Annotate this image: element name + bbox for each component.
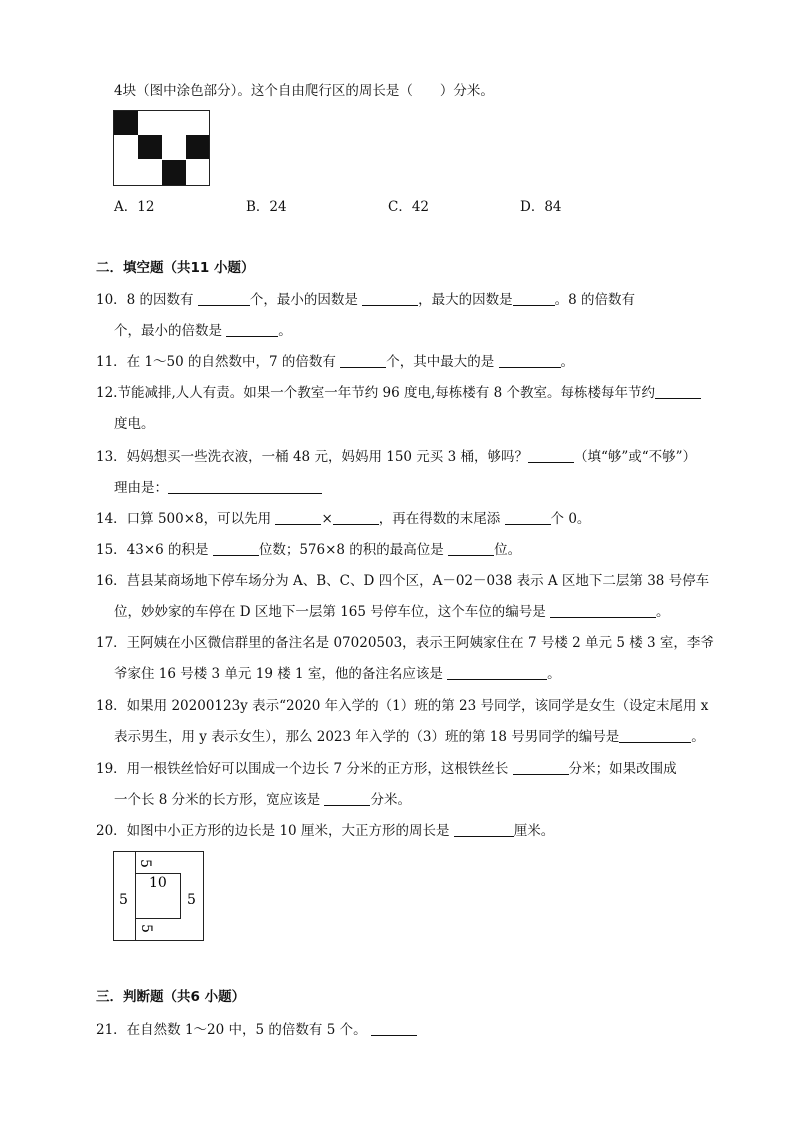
q10-blank-2[interactable] bbox=[362, 291, 418, 306]
q13-text: 理由是： bbox=[114, 480, 168, 496]
q13-line1 bbox=[96, 448, 696, 466]
q12-blank[interactable] bbox=[655, 384, 701, 399]
q20-blank[interactable] bbox=[454, 822, 514, 837]
q13-line2 bbox=[114, 479, 322, 497]
q9-shaded-cell bbox=[186, 135, 209, 159]
q13-text: 13．妈妈想买一些洗衣液，一桶 48 元，妈妈用 150 元买 3 桶，够吗？ bbox=[96, 449, 528, 465]
q19-text: 分米。 bbox=[370, 792, 411, 808]
q9-stem: 4块（图中涂色部分）。这个自由爬行区的周长是（ ）分米。 bbox=[114, 83, 494, 99]
q14-text: 14．口算 500×8，可以先用 bbox=[96, 511, 276, 527]
q14-blank-1[interactable] bbox=[275, 510, 321, 525]
q10-text: ，最大的因数是 bbox=[418, 292, 513, 308]
q19-text: 分米；如果改围成 bbox=[568, 761, 677, 777]
q11-text: 11．在 1～50 的自然数中，7 的倍数有 bbox=[96, 354, 341, 370]
q9-option-b[interactable]: B．24 bbox=[246, 199, 287, 215]
q10-text: 。 bbox=[278, 323, 292, 339]
q15-blank-1[interactable] bbox=[213, 541, 259, 556]
q14-text: 个 0。 bbox=[550, 511, 591, 527]
q20-line bbox=[96, 822, 554, 840]
q10-text: 。8 的倍数有 bbox=[554, 292, 636, 308]
q20-text: 厘米。 bbox=[513, 823, 555, 839]
section-3-title: 三．判断题（共6 小题） bbox=[96, 989, 246, 1005]
q9-shaded-cell bbox=[162, 160, 186, 185]
q10-blank-4[interactable] bbox=[226, 322, 278, 337]
q14-text: ，再在得数的末尾添 bbox=[378, 511, 505, 527]
q20-text: 20．如图中小正方形的边长是 10 厘米，大正方形的周长是 bbox=[96, 823, 454, 839]
q21-text: 21．在自然数 1～20 中，5 的倍数有 5 个。 bbox=[96, 1022, 371, 1038]
q9-option-d[interactable]: D．84 bbox=[520, 199, 562, 215]
q20-label-top: 5 bbox=[137, 859, 153, 868]
q14-line bbox=[96, 510, 590, 528]
q20-label-bottom: 5 bbox=[138, 924, 154, 933]
q13-blank-2[interactable] bbox=[168, 479, 322, 494]
q13-text: （填“够”或“不够”） bbox=[573, 449, 697, 465]
q9-shaded-cell bbox=[138, 135, 162, 159]
q12-text: 12.节能减排,人人有责。如果一个教室一年节约 96 度电,每栋楼有 8 个教室。每栋楼每年节约 bbox=[96, 385, 655, 401]
q17-blank[interactable] bbox=[447, 665, 547, 680]
q15-line bbox=[96, 541, 521, 559]
q9-shaded-cell bbox=[114, 111, 138, 135]
q14-text: × bbox=[321, 511, 333, 527]
q15-text: 15．43×6 的积是 bbox=[96, 542, 213, 558]
q10-text: 10．8 的因数有 bbox=[96, 292, 198, 308]
q9-option-c[interactable]: C．42 bbox=[388, 199, 430, 215]
q19-text: 一个长 8 分米的长方形，宽应该是 bbox=[114, 792, 325, 808]
q15-text: 位数；576×8 的积的最高位是 bbox=[258, 542, 449, 558]
q15-blank-2[interactable] bbox=[448, 541, 494, 556]
q14-blank-2[interactable] bbox=[333, 510, 379, 525]
q20-label-right: 5 bbox=[187, 892, 196, 908]
q16-line1: 16．莒县某商场地下停车场分为 A、B、C、D 四个区，A－02－038 表示 A 区地下二层第 38 号停车 bbox=[96, 573, 710, 589]
q21-line bbox=[96, 1021, 417, 1039]
q12-line1 bbox=[96, 384, 701, 402]
q19-blank-1[interactable] bbox=[513, 760, 569, 775]
q17-line1: 17．王阿姨在小区微信群里的备注名是 07020503，表示王阿姨家住在 7 号楼 2 单元 5 楼 3 室，李爷 bbox=[96, 635, 714, 651]
q11-text: 个，其中最大的是 bbox=[386, 354, 499, 370]
q20-figure bbox=[113, 851, 205, 942]
q18-blank[interactable] bbox=[619, 728, 691, 743]
q11-line bbox=[96, 353, 574, 371]
q10-text: 个，最小的因数是 bbox=[249, 292, 363, 308]
q20-label-center: 10 bbox=[149, 875, 167, 891]
q9-option-a[interactable]: A．12 bbox=[114, 199, 155, 215]
q16-line2 bbox=[114, 603, 670, 621]
q16-text: 。 bbox=[656, 604, 670, 620]
q10-blank-3[interactable] bbox=[513, 291, 555, 306]
q16-text: 位，妙妙家的车停在 D 区地下一层第 165 号停车位，这个车位的编号是 bbox=[114, 604, 551, 620]
q9-figure bbox=[113, 110, 211, 187]
q11-text: 。 bbox=[560, 354, 574, 370]
q10-text: 个，最小的倍数是 bbox=[114, 323, 227, 339]
q18-line1: 18．如果用 20200123y 表示“2020 年入学的（1）班的第 23 号同学，该同学是女生（设定末尾用 x bbox=[96, 698, 709, 714]
q12-line2: 度电。 bbox=[114, 416, 155, 432]
q10-blank-1[interactable] bbox=[198, 291, 250, 306]
q21-blank[interactable] bbox=[371, 1021, 417, 1036]
q10-line2 bbox=[114, 322, 292, 340]
q17-line2 bbox=[114, 665, 561, 683]
q18-text: 。 bbox=[691, 729, 705, 745]
q19-blank-2[interactable] bbox=[324, 791, 370, 806]
q14-blank-3[interactable] bbox=[505, 510, 551, 525]
q18-line2 bbox=[114, 728, 705, 746]
q18-text: 表示男生，用 y 表示女生），那么 2023 年入学的（3）班的第 18 号男同学的编号是 bbox=[114, 729, 620, 745]
q11-blank-2[interactable] bbox=[499, 353, 561, 368]
q15-text: 位。 bbox=[494, 542, 522, 558]
section-2-title: 二．填空题（共11 小题） bbox=[96, 260, 255, 276]
q20-label-left: 5 bbox=[119, 892, 128, 908]
q19-line2 bbox=[114, 791, 411, 809]
q16-blank[interactable] bbox=[550, 603, 656, 618]
q11-blank-1[interactable] bbox=[340, 353, 386, 368]
q10-line1 bbox=[96, 291, 635, 309]
q19-line1 bbox=[96, 760, 677, 778]
q13-blank-1[interactable] bbox=[528, 448, 574, 463]
q17-text: 爷家住 16 号楼 3 单元 19 楼 1 室，他的备注名应该是 bbox=[114, 666, 448, 682]
q19-text: 19．用一根铁丝恰好可以围成一个边长 7 分米的正方形，这根铁丝长 bbox=[96, 761, 513, 777]
q17-text: 。 bbox=[547, 666, 561, 682]
